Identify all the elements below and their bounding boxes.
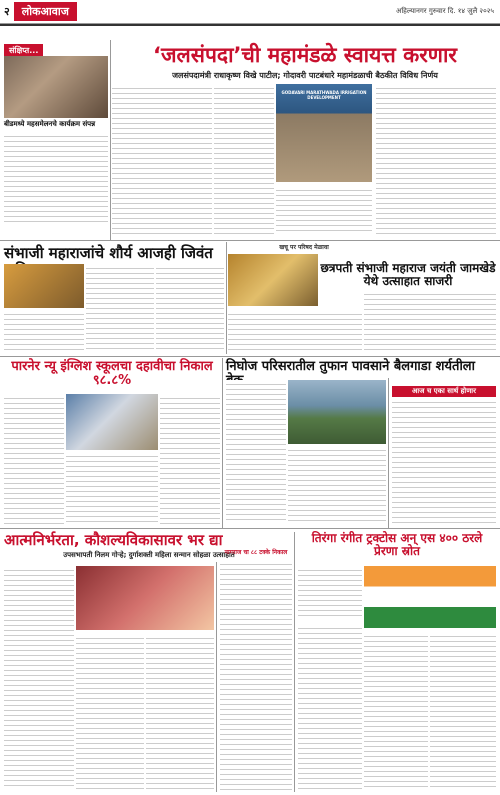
sambhaji-headline: संभाजी महाराजांचे शौर्य आजही जिवंत: [4, 244, 213, 262]
jamkhed-kicker: खचू पर परिषद मेळावा: [279, 244, 329, 251]
masthead-divider: [0, 24, 500, 26]
sambhaji-photo: [4, 264, 84, 308]
storm-body-col2: [288, 446, 386, 522]
jamkhed-photo: [228, 254, 318, 306]
jamkhed-body-col2: [364, 290, 496, 352]
lead-photo: [276, 84, 372, 182]
brief-body-text: [4, 132, 108, 222]
selfreliance-body-col3: [146, 634, 214, 790]
school-headline: पारनेर न्यू इंग्लिश स्कूलचा दहावीचा निकाल ९८.८%: [11, 359, 213, 389]
school-body-col2: [66, 452, 158, 524]
tricolor-body-col1: [298, 624, 362, 790]
lead-photo-banner: GODAVARI MARATHWADA IRRIGATION DEVELOPMENT: [281, 90, 367, 100]
jamkhed-body-col1: [228, 310, 362, 352]
tricolor-headline: तिरंगा रंगीत ट्रक्टोस अन् एस ४०० ठरले प्रेरणा स्रोत: [311, 531, 483, 559]
lead-body-col2: [214, 84, 274, 234]
storm-headline: निघोज परिसरातील तुफान पावसाने बैलगाडा शर्यतीला: [226, 359, 475, 374]
column-divider-mid-2: [222, 358, 223, 528]
brief-photo: [4, 56, 108, 118]
brief-headline: बीडमध्ये महसमेलनचे कार्यक्रम संपन्न: [4, 120, 96, 128]
section-tag: संक्षिप्त...: [4, 44, 43, 57]
column-divider-right: [388, 378, 389, 528]
storm-photo: [288, 380, 386, 444]
column-divider-bottom-1: [216, 562, 217, 792]
row-divider-2: [0, 356, 500, 357]
selfreliance-body-col1: [4, 566, 74, 790]
storm-body-col1: [226, 380, 286, 522]
page-number: २: [4, 5, 10, 18]
rain-body: [220, 560, 292, 790]
sambhaji-body-col3: [156, 264, 224, 350]
sambhaji-body-col1: [4, 310, 84, 350]
masthead: [0, 0, 500, 24]
lead-subhead: जलसंपदामंत्री राधाकृष्ण विखे पाटील; गोदावरी पाटबंधारे महामंडळाची बैठकीत विविध निर्णय: [172, 71, 438, 80]
lead-headline: ‘जलसंपदा’ची महामंडळे स्वायत्त करणार: [153, 43, 457, 67]
column-divider-left: [110, 40, 111, 240]
dateline: अहिल्यानगर गुरुवार दि. १४ जुलै २०२५: [396, 7, 494, 15]
column-divider-mid: [226, 242, 227, 354]
selfreliance-photo: [76, 566, 214, 630]
tricolor-photo: [364, 566, 496, 628]
sambhaji-body-col2: [86, 264, 154, 350]
tricolor-body-intro: [298, 566, 362, 620]
school-photo: [66, 394, 158, 450]
lead-body-col3: [276, 186, 372, 234]
jamkhed-headline: छत्रपती संभाजी महाराज जयंती जामखेडे येथे उत्साहात साजरी: [320, 261, 496, 289]
aavaj-body: [392, 398, 496, 524]
selfreliance-subhead: उपसभापती निलम गोऱ्हे; दुर्गाशक्ती महिला सन्मान सोहळा उत्साहात: [63, 551, 235, 559]
tricolor-body-col2: [364, 632, 428, 790]
tricolor-body-col3: [430, 632, 496, 790]
rain-kicker: नागराज चा ८८ टक्के निकाल: [224, 549, 288, 556]
row-divider-1: [0, 240, 500, 241]
school-body-col3: [160, 394, 220, 524]
selfreliance-body-col2: [76, 634, 144, 790]
paper-logo: लोकआवाज: [14, 2, 77, 21]
lead-body-col1: [112, 84, 212, 234]
row-divider-3: [0, 528, 500, 529]
column-divider-bottom-2: [294, 532, 295, 792]
selfreliance-headline: आत्मनिर्भरता, कौशल्यविकासावर भर द्या: [4, 531, 223, 549]
school-body-col1: [4, 394, 64, 524]
lead-body-col4: [376, 84, 496, 234]
aavaj-kicker: आज च एका सार्थ होणार: [392, 386, 496, 397]
